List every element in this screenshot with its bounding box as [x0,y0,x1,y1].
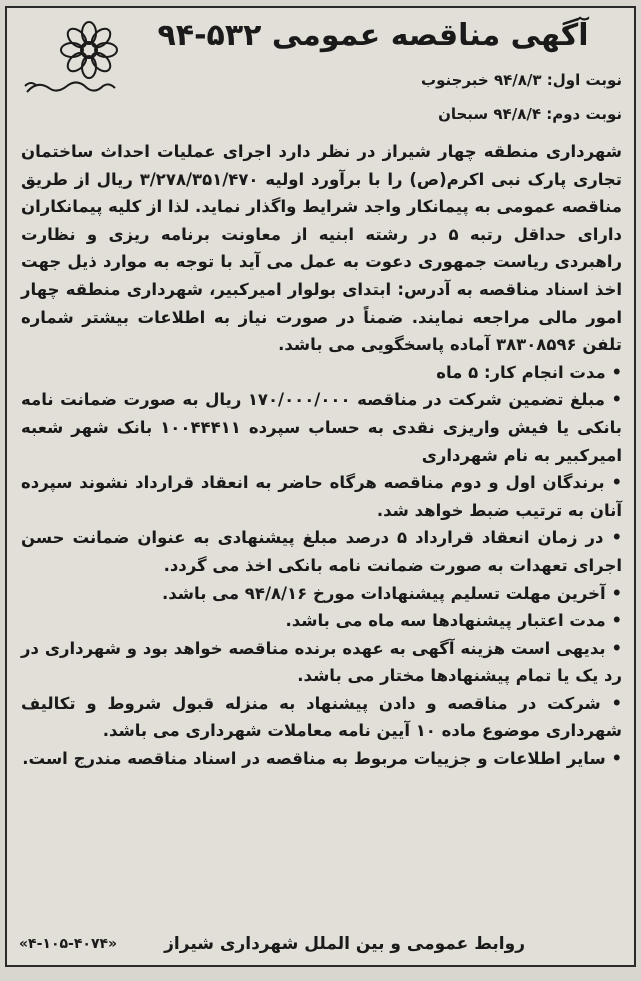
notice-title: آگهی مناقصه عمومی ۵۳۲-۹۴ [157,18,589,53]
list-item: • بدیهی است هزینه آگهی به عهده برنده مناقصه خواهد بود و شهرداری در رد یک یا تمام پیشنهادها مختار می باشد. [21,638,622,686]
list-item: • برندگان اول و دوم مناقصه هرگاه حاضر به انعقاد قرارداد نشوند سپرده آنان به ترتیب ضبط خواهد شد. [21,473,622,520]
footer [19,931,620,957]
second-publication: نوبت دوم: ۹۴/۸/۴ سبحان [438,105,622,123]
shiraz-municipality-logo-icon [17,16,127,104]
list-item: • در زمان انعقاد قرارداد ۵ درصد مبلغ پیشنهادی به عنوان ضمانت حسن اجرای تعهدات به صورت ضمانت نامه بانکی اخذ می گردد. [21,528,622,575]
list-item: • مبلغ تضمین شرکت در مناقصه ۱۷۰/۰۰۰/۰۰۰ ریال به صورت ضمانت نامه بانکی یا فیش واریزی نقدی به حساب سپرده ۱۰۰۴۴۴۱۱ بانک شهر شعبه امیرکبیر به نام شهرداری [21,390,622,465]
notice-body [21,138,622,773]
list-item: • مدت اعتبار پیشنهادها سه ماه می باشد. [285,611,622,631]
list-item: • سایر اطلاعات و جزییات مربوط به مناقصه در اسناد مناقصه مندرج است. [22,749,622,769]
list-item: • آخرین مهلت تسلیم پیشنهادات مورخ ۹۴/۸/۱۶ می باشد. [161,583,622,603]
signature: روابط عمومی و بین الملل شهرداری شیراز [164,934,525,954]
list-item: • شرکت در مناقصه و دادن پیشنهاد به منزله قبول شروط و تکالیف شهرداری موضوع ماده ۱۰ آیین نامه معاملات شهرداری می باشد. [21,693,622,741]
list-item: • مدت انجام کار: ۵ ماه [436,362,622,382]
first-publication: نوبت اول: ۹۴/۸/۳ خبرجنوب [421,71,622,89]
notice-code: «۴-۱۰۵-۴۰۷۴» [19,936,118,952]
intro-paragraph: شهرداری منطقه چهار شیراز در نظر دارد اجرای عملیات احداث ساختمان تجاری پارک نبی اکرم(ص) را با برآورد اولیه ۳/۲۷۸/۳۵۱/۴۷۰ ریال از طریق مناقصه عمومی به پیمانکار واجد شرایط واگذار نماید. لذا از کلیه پیمانکاران دارای حداقل رتبه ۵ در رشته ابنیه از معاونت برنامه ریزی و نظارت راهبردی ریاست جمهوری دعوت به عمل می آید با توجه به موارد ذیل جهت اخذ اسناد مناقصه به آدرس: ابتدای بولوار امیرکبیر، شهرداری منطقه چهار امور مالی مراجعه نمایند. ضمناً در صورت نیاز به اطلاعات بیشتر شماره تلفن ۳۸۳۰۸۵۹۶ آماده پاسخگویی می باشد. [21,142,623,355]
tender-notice [5,6,636,967]
